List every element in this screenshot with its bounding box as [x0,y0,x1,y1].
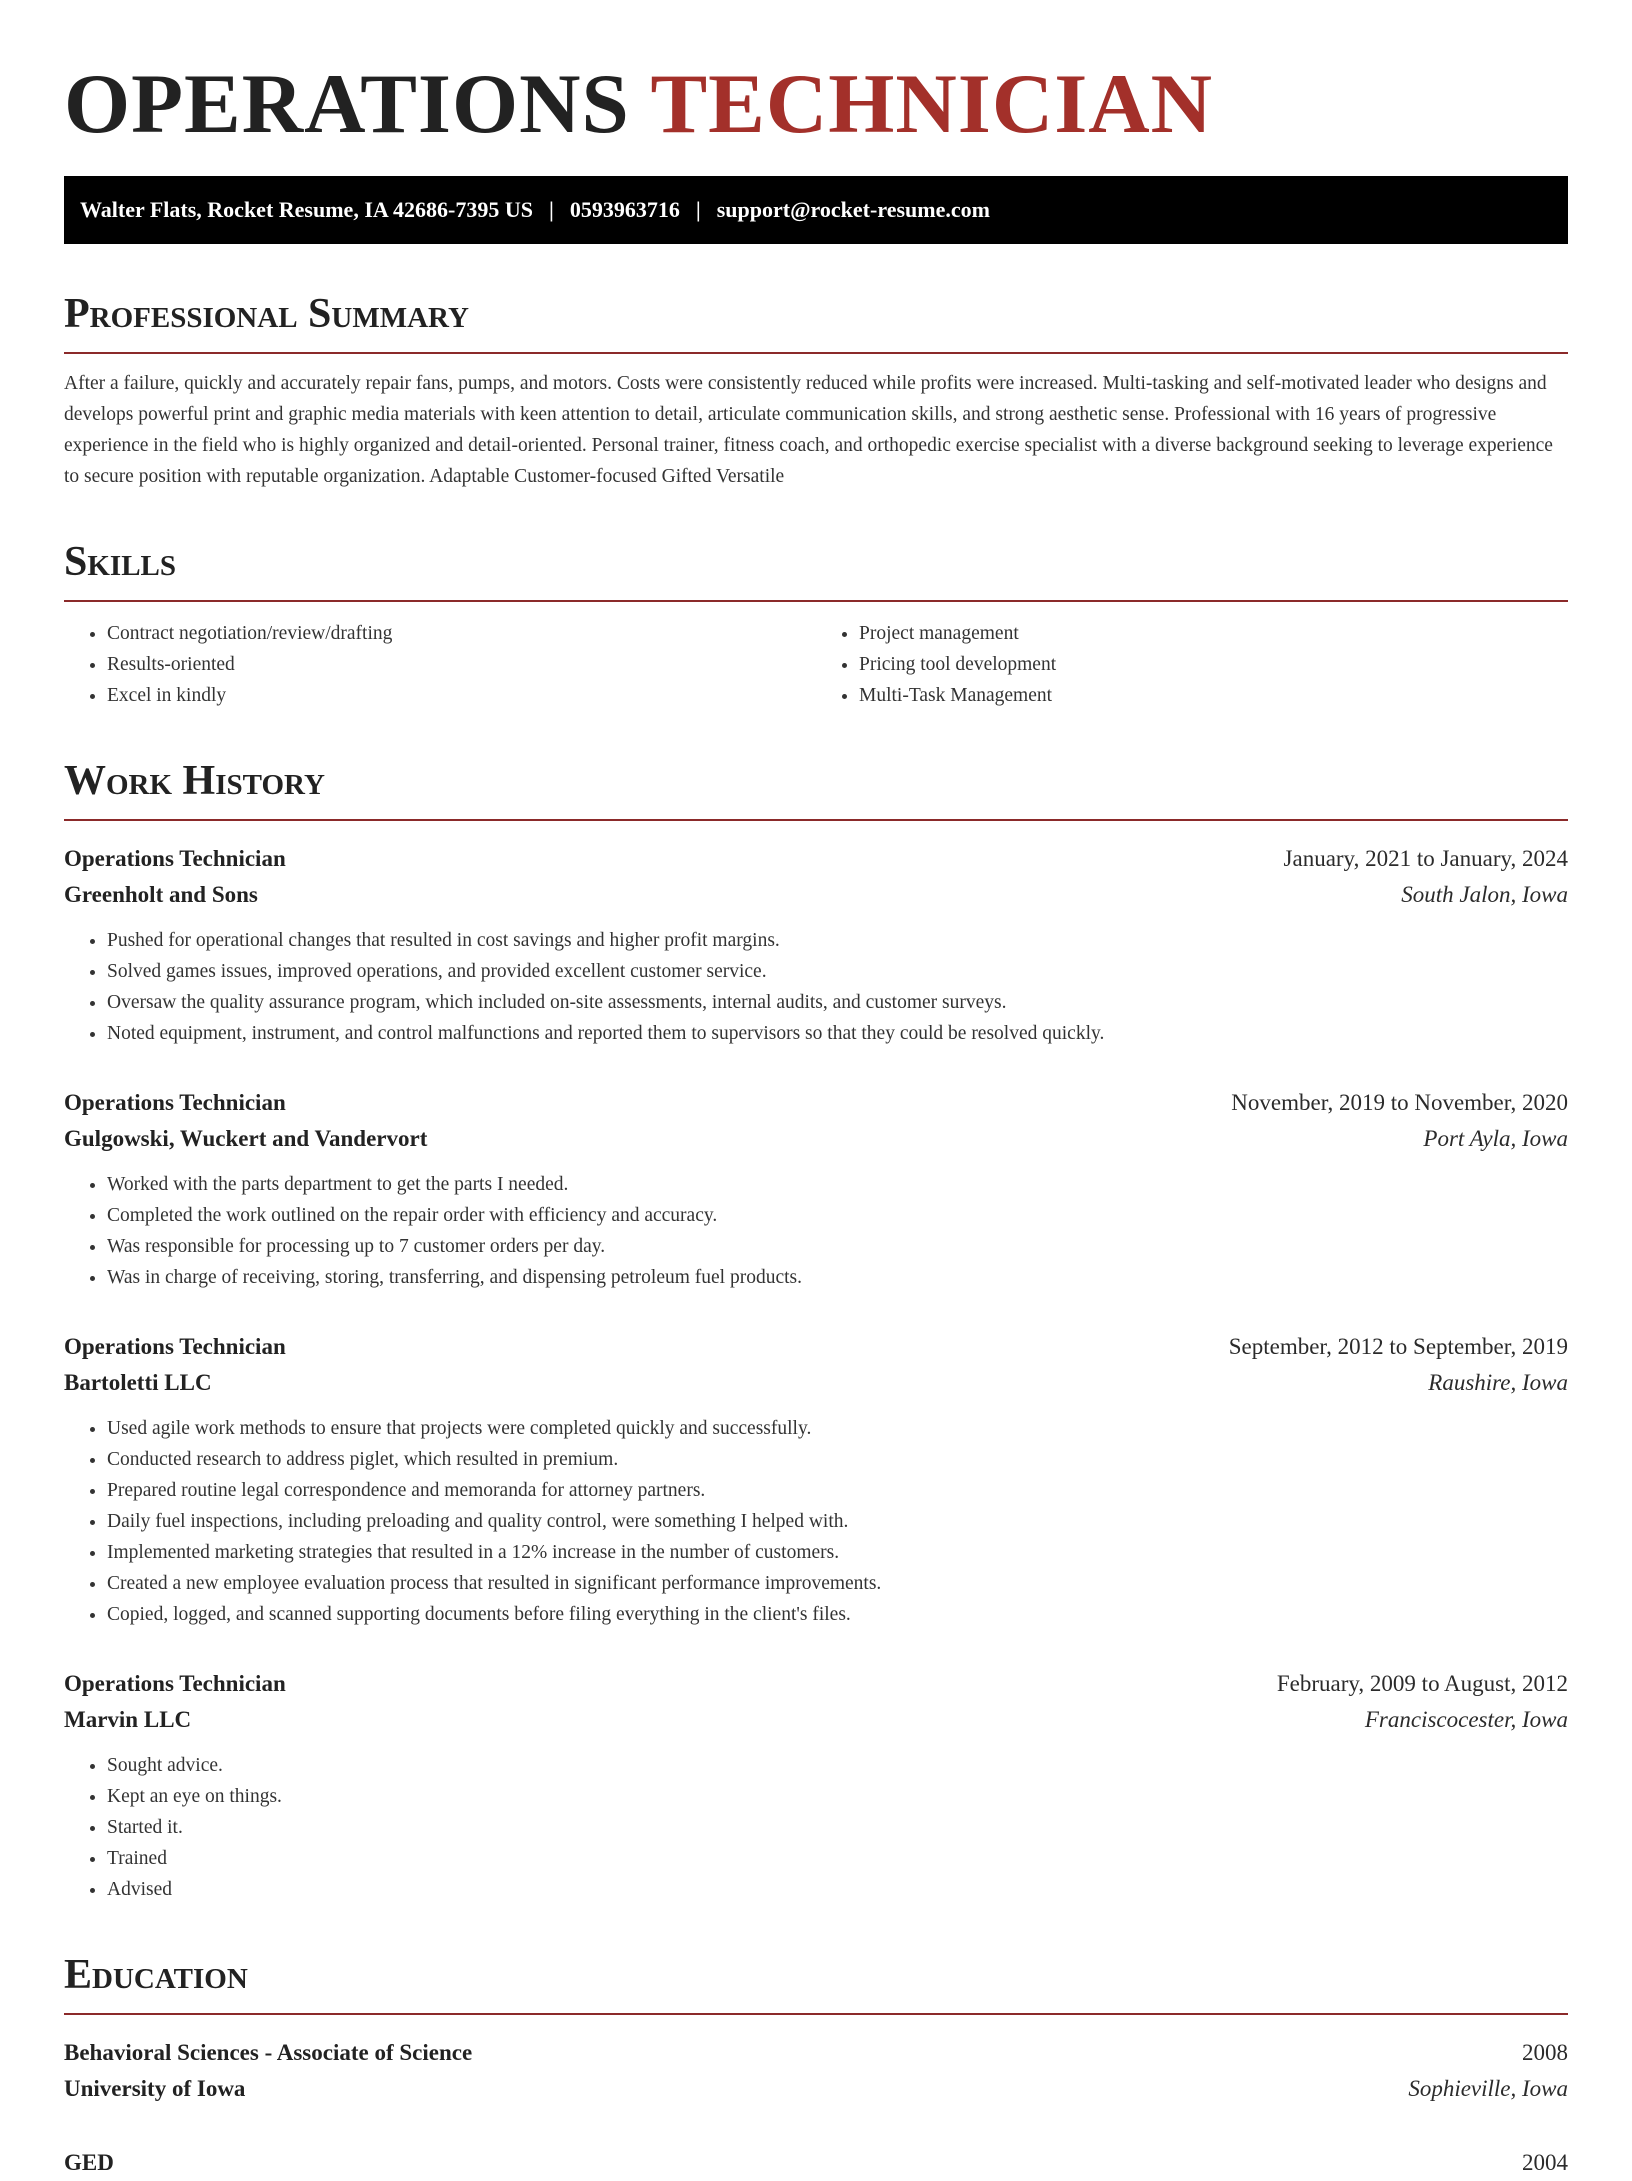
education-entry [64,2035,1568,2107]
education-school-row [64,2071,1568,2107]
job-company-row [64,1702,1568,1738]
skill-item: • Results-oriented [107,649,816,680]
job-dates: February, 2009 to August, 2012 [1276,1671,1568,1696]
work-history-heading: Work History [64,757,1568,821]
skills-heading: Skills [64,538,1568,602]
skills-column-left [64,618,816,711]
education-header-row [64,2035,1568,2071]
job-bullet: • Implemented marketing strategies that resulted in a 12% increase in the number of customers. [107,1537,1568,1568]
job-header-row [64,1085,1568,1121]
job-bullets [64,1750,1568,1905]
education-year: 2008 [1522,2040,1568,2065]
education-school: University of Iowa [64,2076,246,2101]
job-location: Raushire, Iowa [1428,1370,1568,1395]
job-entry [64,1666,1568,1905]
job-company: Gulgowski, Wuckert and Vandervort [64,1126,428,1151]
job-bullet: • Conducted research to address piglet, which resulted in premium. [107,1444,1568,1475]
skill-item: • Excel in kindly [107,680,816,711]
contact-separator: | [549,197,554,222]
job-dates: September, 2012 to September, 2019 [1228,1334,1568,1359]
contact-separator: | [695,197,701,222]
job-title: Operations Technician [64,846,286,871]
job-bullet: • Advised [107,1874,1568,1905]
job-bullet: • Created a new employee evaluation process that resulted in significant performance improvements. [107,1568,1568,1599]
job-company-row [64,1365,1568,1401]
job-bullet: • Trained [107,1843,1568,1874]
job-header-row [64,1666,1568,1702]
education-location: Sophieville, Iowa [1408,2076,1568,2101]
education-degree: GED [64,2150,114,2175]
job-header-row [64,841,1568,877]
job-company: Marvin LLC [64,1707,192,1732]
education-entry [64,2145,1568,2181]
job-location: South Jalon, Iowa [1401,882,1568,907]
job-bullet: • Daily fuel inspections, including preloading and quality control, were something I helped with. [107,1506,1568,1537]
resume-title [64,54,1568,154]
job-bullet: • Kept an eye on things. [107,1781,1568,1812]
job-entry [64,1329,1568,1630]
summary-heading: Professional Summary [64,290,1568,354]
skill-item: • Project management [859,618,1568,649]
job-company: Greenholt and Sons [64,882,258,907]
job-bullets [64,925,1568,1049]
job-dates: January, 2021 to January, 2024 [1283,846,1568,871]
job-bullet: • Was responsible for processing up to 7 customer orders per day. [107,1231,1568,1262]
education-header-row [64,2145,1568,2181]
job-bullet: • Oversaw the quality assurance program, which included on-site assessments, internal audits, and customer surveys. [107,987,1568,1018]
job-bullets [64,1169,1568,1293]
contact-phone: 0593963716 [569,197,680,222]
skill-item: • Multi-Task Management [859,680,1568,711]
job-bullet: • Was in charge of receiving, storing, transferring, and dispensing petroleum fuel products. [107,1262,1568,1293]
job-company-row [64,1121,1568,1157]
job-company-row [64,877,1568,913]
job-bullet: • Prepared routine legal correspondence and memoranda for attorney partners. [107,1475,1568,1506]
job-title: Operations Technician [64,1090,286,1115]
skills-column-right [816,618,1568,711]
education-degree: Behavioral Sciences - Associate of Science [64,2040,473,2065]
job-location: Port Ayla, Iowa [1423,1126,1568,1151]
job-bullet: • Noted equipment, instrument, and control malfunctions and reported them to supervisors so that they could be resolved quickly. [107,1018,1568,1049]
job-bullet: • Copied, logged, and scanned supporting documents before filing everything in the client's files. [107,1599,1568,1630]
job-bullet: • Started it. [107,1812,1568,1843]
job-bullets [64,1413,1568,1630]
job-entry [64,841,1568,1049]
contact-email[interactable]: support@rocket-resume.com [716,197,990,222]
contact-address: Walter Flats, Rocket Resume, IA 42686-7395 US [80,197,533,222]
title-part-2: TECHNICIAN [650,57,1214,151]
job-company: Bartoletti LLC [64,1370,212,1395]
skill-item: • Pricing tool development [859,649,1568,680]
job-bullet: • Completed the work outlined on the repair order with efficiency and accuracy. [107,1200,1568,1231]
title-part-1: OPERATIONS [64,57,630,151]
job-entry [64,1085,1568,1293]
skill-item: • Contract negotiation/review/drafting [107,618,816,649]
job-bullet: • Pushed for operational changes that resulted in cost savings and higher profit margins. [107,925,1568,956]
job-bullet: • Worked with the parts department to get the parts I needed. [107,1169,1568,1200]
job-title: Operations Technician [64,1671,286,1696]
job-bullet: • Used agile work methods to ensure that projects were completed quickly and successfully. [107,1413,1568,1444]
job-header-row [64,1329,1568,1365]
contact-bar [64,176,1568,244]
job-dates: November, 2019 to November, 2020 [1231,1090,1568,1115]
summary-text: After a failure, quickly and accurately repair fans, pumps, and motors. Costs were consistently reduced while profits were increased. Multi-tasking and self-motivated leader who designs and develops powerful print and graphic media materials with keen attention to detail, articulate communication skills, and strong aesthetic sense. Professional with 16 years of progressive experience in the field who is highly organized and detail-oriented. Personal trainer, fitness coach, and orthopedic exercise specialist with a diverse background seeking to leverage experience to secure position with reputable organization. Adaptable Customer-focused Gifted Versatile [64,373,1553,487]
education-year: 2004 [1522,2150,1568,2175]
job-title: Operations Technician [64,1334,286,1359]
job-location: Franciscocester, Iowa [1364,1707,1568,1732]
job-bullet: • Solved games issues, improved operations, and provided excellent customer service. [107,956,1568,987]
job-bullet: • Sought advice. [107,1750,1568,1781]
education-heading: Education [64,1951,1568,2015]
skills-list [64,618,1568,711]
